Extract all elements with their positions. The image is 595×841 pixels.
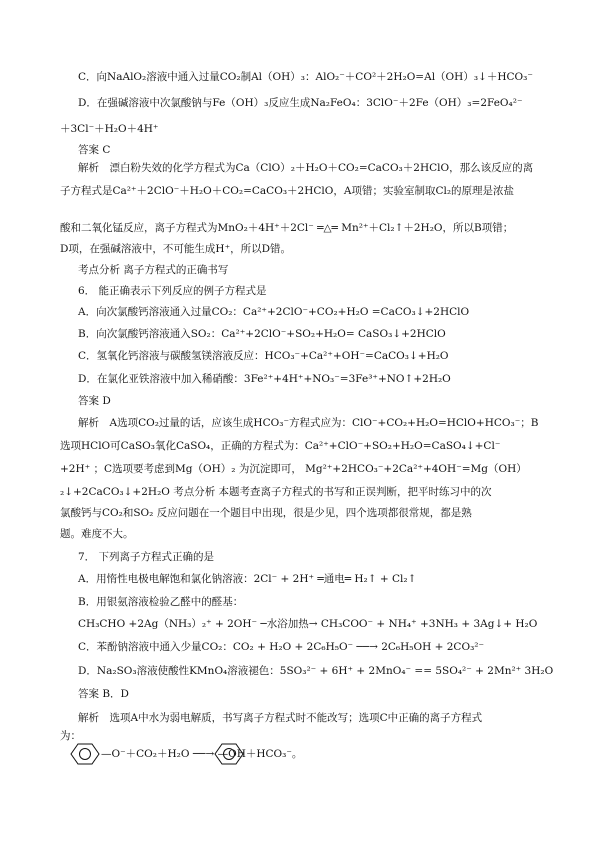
answer-label: 答案 D <box>78 395 111 407</box>
answer-label: 答案 C <box>78 144 111 156</box>
explanation-line: 题。难度不大。 <box>60 528 134 540</box>
key-point-line: 考点分析 离子方程式的正确书写 <box>78 264 229 276</box>
question-6-stem: 6． 能正确表示下列反应的例子方程式是 <box>78 285 267 297</box>
question-6-option-d: D．在氯化亚铁溶液中加入稀硝酸：3Fe²⁺+4H⁺+NO₃⁻=3Fe³⁺+NO↑+2H₂O <box>78 373 451 385</box>
explanation-line: 解析 漂白粉失效的化学方程式为Ca（ClO）₂＋H₂O＋CO₂=CaCO₃＋2HClO，那么该反应的离 <box>78 162 534 174</box>
explanation-line: 酸和二氧化锰反应，离子方程式为MnO₂＋4H⁺＋2Cl⁻ ═△═ Mn²⁺＋Cl₂↑＋2H₂O，所以B项错； <box>60 222 514 234</box>
explanation-line: 氯酸钙与CO₂和SO₂ 反应问题在一个题目中出现，很是少见，四个选项都很常规，都是熟 <box>60 507 472 519</box>
option-d-continuation: ＋3Cl⁻＋H₂O＋4H⁺ <box>60 123 159 135</box>
question-7-option-d: D．Na₂SO₃溶液使酸性KMnO₄溶液褪色：5SO₃²⁻ + 6H⁺ + 2MnO₄⁻ == 5SO₄²⁻ + 2Mn²⁺ 3H₂O <box>78 665 554 677</box>
question-7-option-c: C．苯酚钠溶液中通入少量CO₂：CO₂ + H₂O + 2C₆H₅O⁻ ──→ 2C₆H₅OH + 2CO₃²⁻ <box>78 641 485 653</box>
question-6-option-b: B．向次氯酸钙溶液通入SO₂：Ca²⁺+2ClO⁻+SO₂+H₂O= CaSO₃↓+2HClO <box>78 328 446 340</box>
question-6-option-a: A．向次氯酸钙溶液通入过量CO₂：Ca²⁺+2ClO⁻+CO₂+H₂O =CaCO₃↓+2HClO <box>78 306 470 318</box>
option-c-line: C．向NaAlO₂溶液中通入过量CO₂制Al（OH）₃：AlO₂⁻＋CO²＋2H₂O=Al（OH）₃↓＋HCO₃⁻ <box>78 71 533 83</box>
answer-label: 答案 B．D <box>78 688 129 700</box>
explanation-line: 为： <box>60 730 81 742</box>
benzene-ring-icon <box>214 742 244 766</box>
question-7-option-b: B．用银氨溶液检验乙醛中的醛基： <box>78 596 244 608</box>
benzene-ring-icon <box>70 742 100 766</box>
question-7-option-b-equation: CH₃CHO +2Ag（NH₃）₂⁺ + 2OH⁻ ─水浴加热→ CH₃COO⁻ + NH₄⁺ +3NH₃ + 3Ag↓+ H₂O <box>78 618 538 630</box>
explanation-line: ₂↓+2CaCO₃↓+2H₂O 考点分析 本题考查离子方程式的书写和正误判断，把平时练习中的次 <box>60 486 492 498</box>
question-7-stem: 7． 下列离子方程式正确的是 <box>78 551 215 563</box>
explanation-line: 选项HClO可CaSO₃氧化CaSO₄，正确的方程式为：Ca²⁺+ClO⁻+SO₂+H₂O=CaSO₄↓+Cl⁻ <box>60 440 501 452</box>
phenol-equation: —O⁻＋CO₂＋H₂O ──→ —OH＋HCO₃⁻。 <box>101 748 303 760</box>
option-d-line: D．在强碱溶液中次氯酸钠与Fe（OH）₃反应生成Na₂FeO₄：3ClO⁻＋2Fe（OH）₃=2FeO₄²⁻ <box>78 97 523 109</box>
explanation-line: 解析 A选项CO₂过量的话，应该生成HCO₃⁻方程式应为：ClO⁻+CO₂+H₂O=HClO+HCO₃⁻；B <box>78 417 539 429</box>
explanation-line: 解析 选项A中水为弱电解质，书写离子方程式时不能改写；选项C中正确的离子方程式 <box>78 712 483 724</box>
explanation-line: +2H⁺ ；C选项要考虑到Mg（OH）₂ 为沉淀即可， Mg²⁺+2HCO₃⁻+2Ca²⁺+4OH⁻=Mg（OH） <box>60 463 527 475</box>
question-6-option-c: C．氢氧化钙溶液与碳酸氢镁溶液反应：HCO₃⁻+Ca²⁺+OH⁻=CaCO₃↓+H₂O <box>78 350 449 362</box>
question-7-option-a: A．用惰性电极电解饱和氯化钠溶液：2Cl⁻ + 2H⁺ ═通电═ H₂↑ + Cl₂↑ <box>78 573 417 585</box>
explanation-line: D项，在强碱溶液中，不可能生成H⁺，所以D错。 <box>60 243 292 255</box>
explanation-line: 子方程式是Ca²⁺＋2ClO⁻＋H₂O＋CO₂=CaCO₃＋2HClO，A项错；实验室制取Cl₂的原理是浓盐 <box>60 185 515 197</box>
